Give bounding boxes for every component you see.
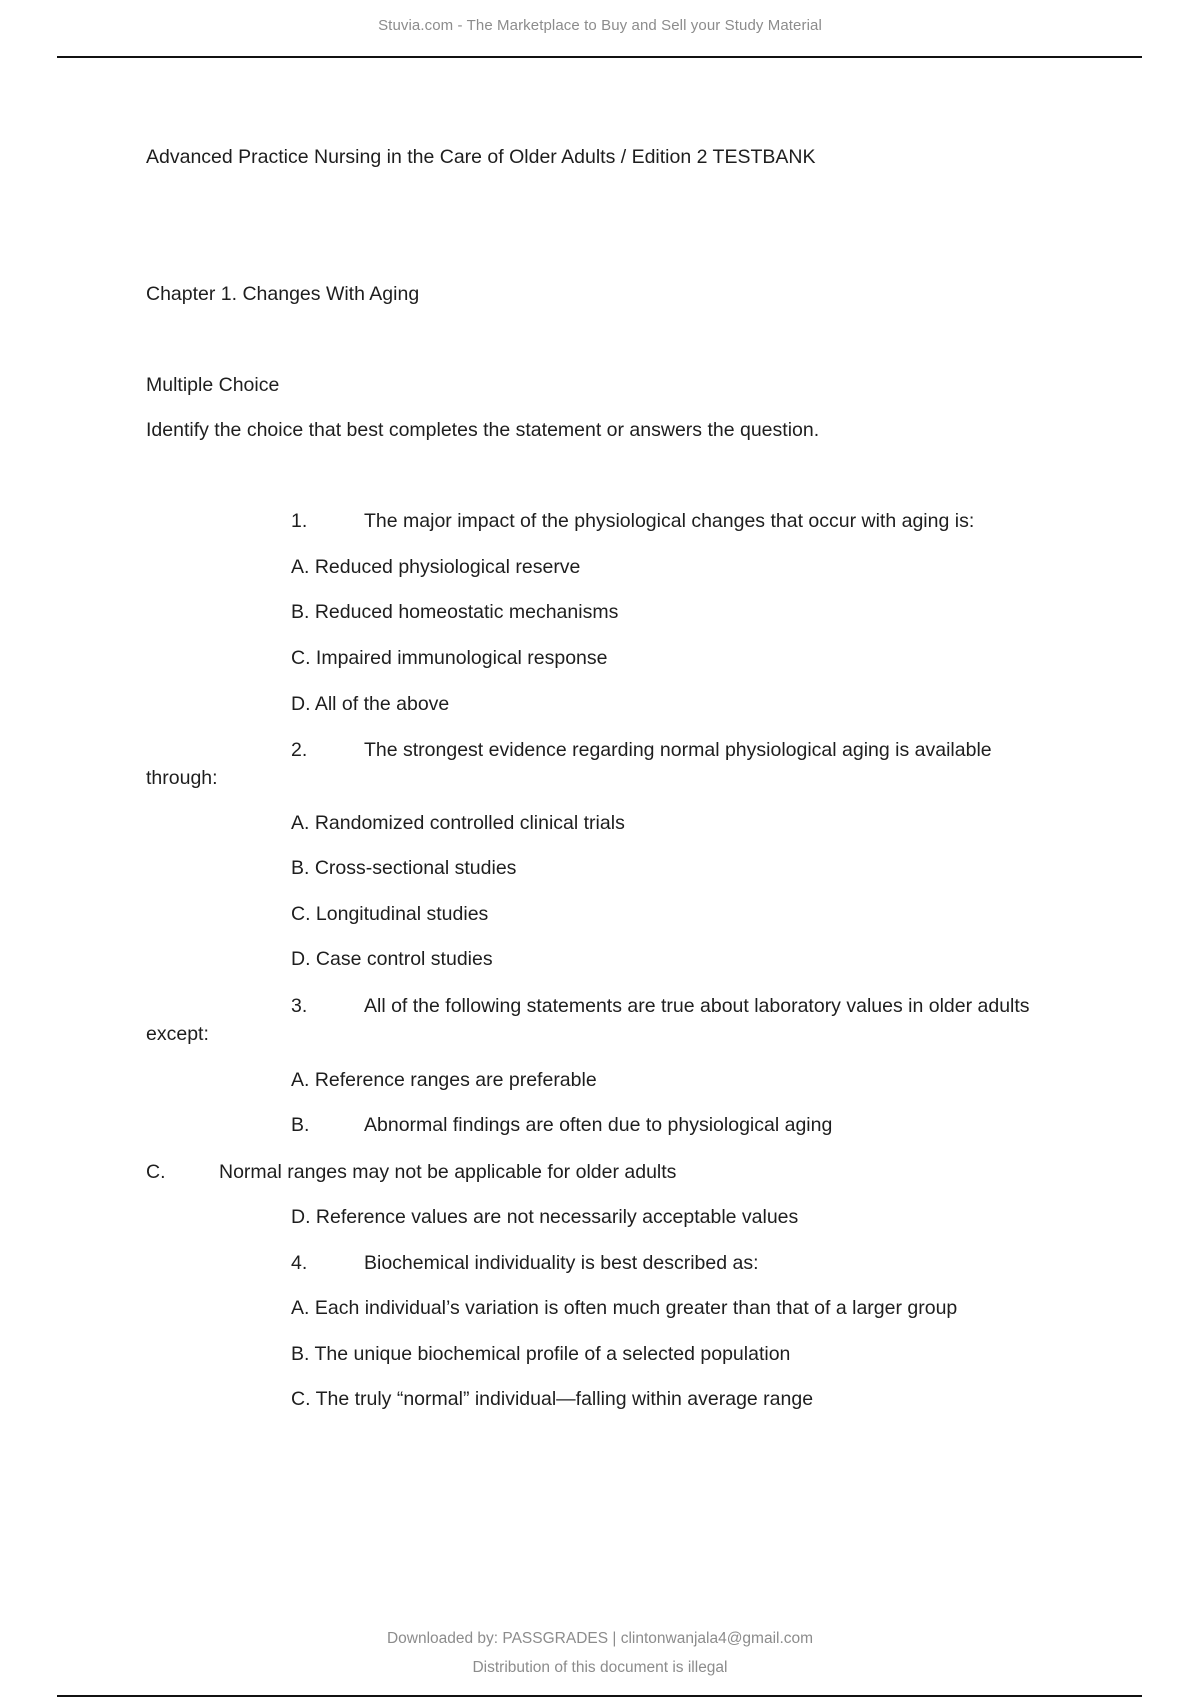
- instructions: Identify the choice that best completes the statement or answers the question.: [146, 419, 820, 441]
- option-text: Normal ranges may not be applicable for older adults: [219, 1161, 677, 1183]
- question-2: [291, 739, 992, 762]
- question-1: [291, 510, 974, 533]
- option-4b: B. The unique biochemical profile of a selected population: [291, 1343, 791, 1365]
- option-3b: [291, 1114, 832, 1137]
- chapter-heading: Chapter 1. Changes With Aging: [146, 283, 420, 305]
- question-2-continuation: through:: [146, 767, 218, 789]
- watermark-header: Stuvia.com - The Marketplace to Buy and Sell your Study Material: [378, 17, 822, 34]
- footer-rule: [57, 1695, 1142, 1697]
- document-title: Advanced Practice Nursing in the Care of Older Adults / Edition 2 TESTBANK: [146, 146, 816, 168]
- download-notice: Downloaded by: PASSGRADES | clintonwanjala4@gmail.com: [386, 1630, 814, 1647]
- option-label: C.: [146, 1161, 166, 1183]
- question-text: Biochemical individuality is best described as:: [364, 1252, 759, 1274]
- header-rule: [57, 56, 1142, 58]
- option-4c: C. The truly “normal” individual—falling within average range: [291, 1388, 814, 1410]
- question-number: 3.: [291, 995, 308, 1017]
- question-number: 1.: [291, 510, 308, 532]
- option-2c: C. Longitudinal studies: [291, 903, 489, 925]
- option-2d: D. Case control studies: [291, 948, 493, 970]
- option-4a: A. Each individual’s variation is often much greater than that of a larger group: [291, 1297, 958, 1319]
- option-2b: B. Cross-sectional studies: [291, 857, 517, 879]
- question-text: All of the following statements are true about laboratory values in older adults: [364, 995, 1030, 1017]
- distribution-notice: Distribution of this document is illegal: [472, 1659, 728, 1676]
- option-1a: A. Reduced physiological reserve: [291, 556, 581, 578]
- question-3-continuation: except:: [146, 1023, 209, 1045]
- question-4: [291, 1252, 759, 1275]
- question-3: [291, 995, 1030, 1018]
- question-text: The major impact of the physiological changes that occur with aging is:: [364, 510, 975, 532]
- option-1c: C. Impaired immunological response: [291, 647, 608, 669]
- option-1d: D. All of the above: [291, 693, 450, 715]
- question-text: The strongest evidence regarding normal physiological aging is available: [364, 739, 992, 761]
- option-3a: A. Reference ranges are preferable: [291, 1069, 597, 1091]
- option-label: B.: [291, 1114, 310, 1136]
- option-2a: A. Randomized controlled clinical trials: [291, 812, 625, 834]
- option-1b: B. Reduced homeostatic mechanisms: [291, 601, 619, 623]
- section-heading: Multiple Choice: [146, 374, 280, 396]
- question-number: 2.: [291, 739, 308, 761]
- option-text: Abnormal findings are often due to physiological aging: [364, 1114, 833, 1136]
- option-3d: D. Reference values are not necessarily acceptable values: [291, 1206, 799, 1228]
- option-3c: [146, 1161, 676, 1184]
- question-number: 4.: [291, 1252, 308, 1274]
